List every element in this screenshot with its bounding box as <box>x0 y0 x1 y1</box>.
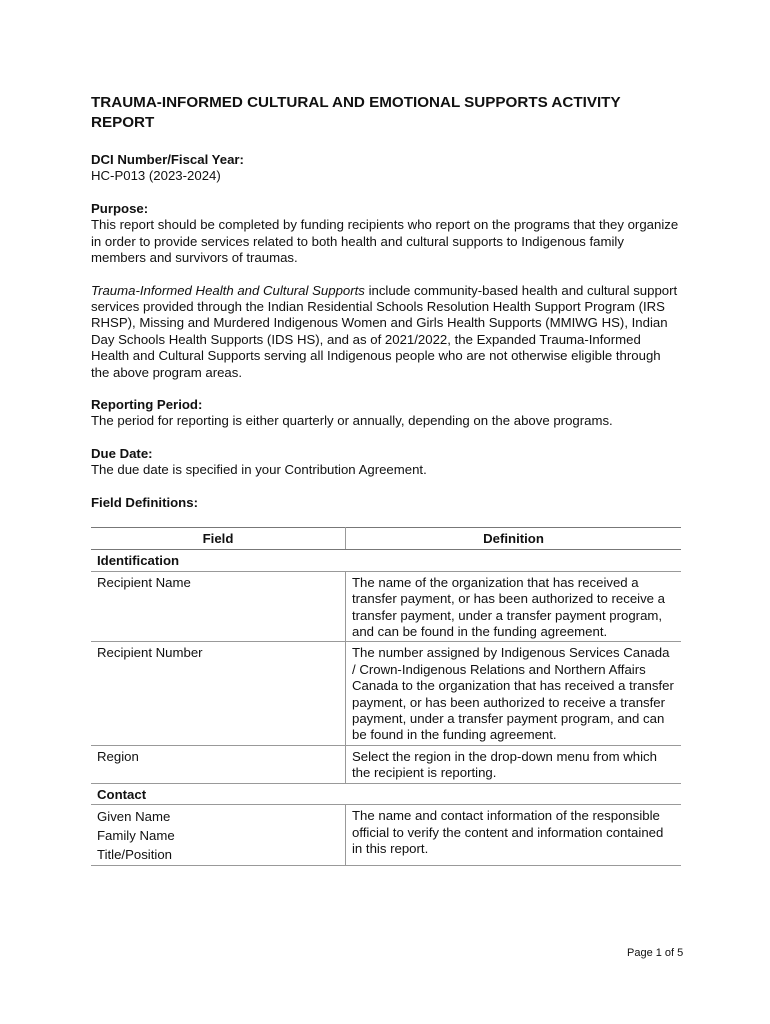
column-header-field: Field <box>91 528 346 550</box>
group-identification: Identification <box>91 550 681 571</box>
dci-section <box>91 152 681 185</box>
due-date-text: The due date is specified in your Contribution Agreement. <box>91 462 427 478</box>
column-header-definition: Definition <box>346 528 682 550</box>
reporting-period-label: Reporting Period: <box>91 397 203 412</box>
definition-recipient-name: The name of the organization that has received a transfer payment, or has been authorized to receive a transfer payment, under a transfer payment program, and can be found in the funding agreement. <box>346 571 682 642</box>
field-recipient-number: Recipient Number <box>91 642 346 745</box>
field-family-name: Family Name <box>97 827 175 843</box>
purpose-section <box>91 201 681 381</box>
page-number: Page 1 of 5 <box>627 947 684 959</box>
table-row <box>91 642 681 745</box>
table-header-row <box>91 528 681 550</box>
field-region: Region <box>91 745 346 783</box>
purpose-label: Purpose: <box>91 201 149 216</box>
field-given-name: Given Name <box>97 809 171 825</box>
field-definitions-table <box>91 527 681 866</box>
field-definitions-label: Field Definitions: <box>91 495 198 510</box>
reporting-period-section <box>91 397 681 430</box>
dci-value: HC-P013 (2023-2024) <box>91 168 221 184</box>
document-title: TRAUMA-INFORMED CULTURAL AND EMOTIONAL SUPPORTS ACTIVITY REPORT <box>91 94 621 131</box>
table-group-row <box>91 550 681 571</box>
field-definitions-section <box>91 495 681 511</box>
definition-recipient-number: The number assigned by Indigenous Services Canada / Crown-Indigenous Relations and Northern Affairs Canada to the organization that has received a transfer payment, or has been authorized to receive a transfer payment, under a transfer payment program, and can be found in the funding agreement. <box>346 642 682 745</box>
reporting-period-text: The period for reporting is either quarterly or annually, depending on the above programs. <box>91 413 613 429</box>
field-title-position: Title/Position <box>97 846 173 862</box>
field-contact <box>91 805 346 866</box>
purpose-text-2: include community-based health and cultural support services provided through the Indian Residential Schools Resolution Health Support Program (IRS RHSP), Missing and Murdered Indigenous Women and Girls Health Supports (MMIWG HS), Indian Day Schools Health Supports (IDS HS), and as of 2021/2022, the Expanded Trauma-Informed Health and Cultural Supports serving all Indigenous people who are not otherwise eligible through the above program areas. <box>91 282 678 380</box>
table-row <box>91 805 681 866</box>
table-group-row <box>91 783 681 804</box>
program-name-emphasis: Trauma-Informed Health and Cultural Supports <box>91 282 365 298</box>
dci-label: DCI Number/Fiscal Year: <box>91 152 244 167</box>
purpose-text: This report should be completed by funding recipients who report on the programs that they organize in order to provide services related to both health and cultural supports to Indigenous family members and survivors of traumas. <box>91 217 679 266</box>
definition-contact: The name and contact information of the responsible official to verify the content and information contained in this report. <box>346 805 682 866</box>
table-row <box>91 571 681 642</box>
purpose-paragraph-2 <box>91 283 681 381</box>
due-date-section <box>91 446 681 479</box>
field-recipient-name: Recipient Name <box>91 571 346 642</box>
table-row <box>91 745 681 783</box>
group-contact: Contact <box>91 783 681 804</box>
definition-region: Select the region in the drop-down menu from which the recipient is reporting. <box>346 745 682 783</box>
due-date-label: Due Date: <box>91 446 153 461</box>
